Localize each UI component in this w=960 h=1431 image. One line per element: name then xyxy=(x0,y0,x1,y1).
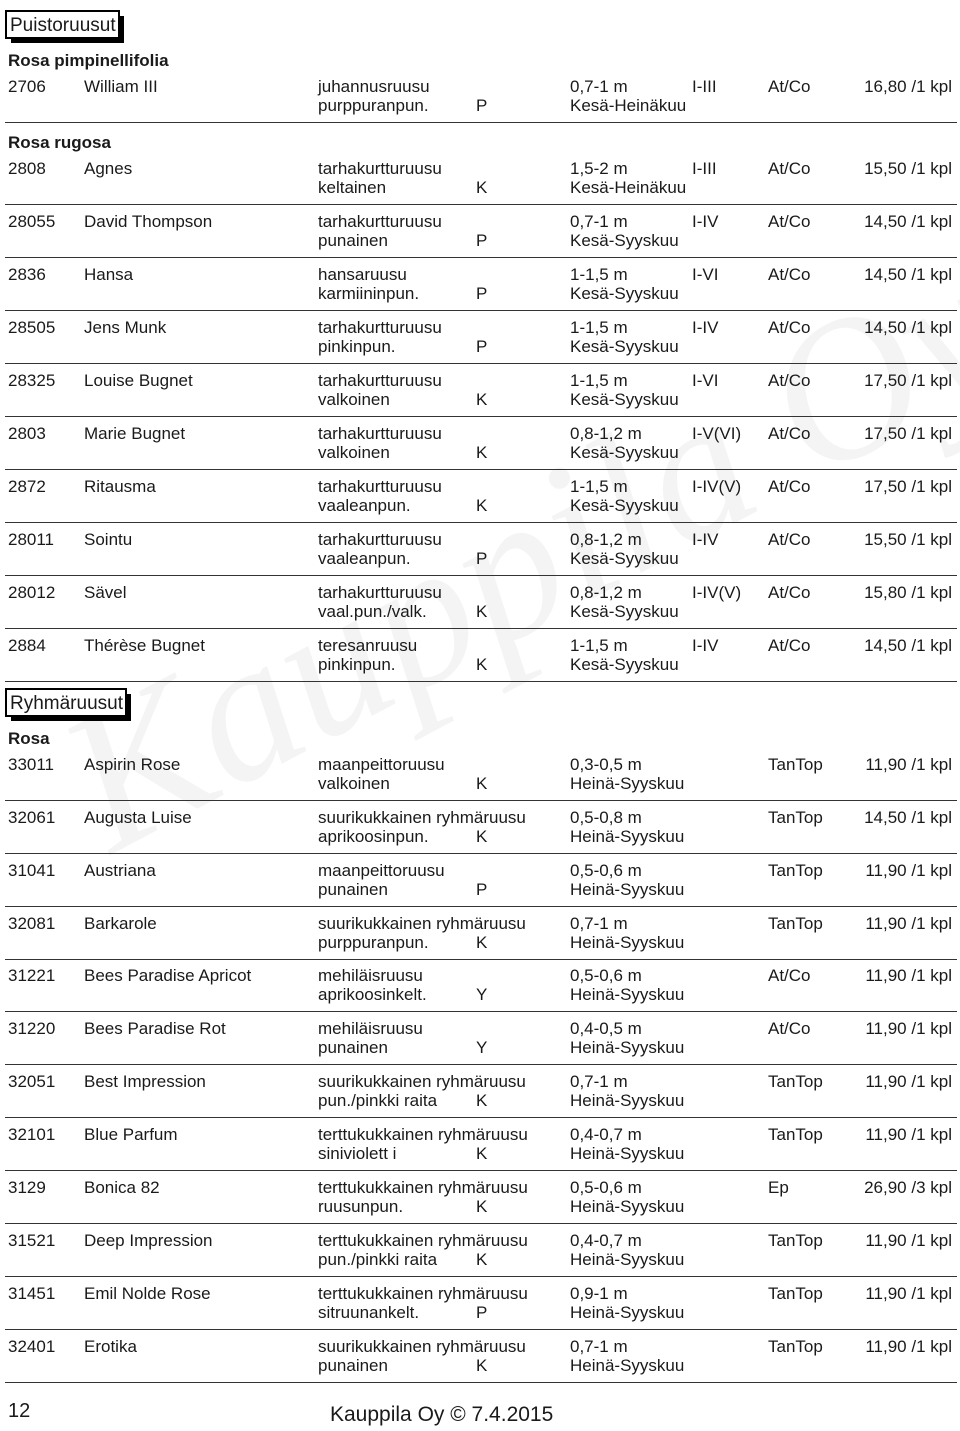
item-zone: I-IV xyxy=(692,636,719,655)
item-color: siniviolett i xyxy=(318,1144,397,1163)
item-price: 11,90 /1 kpl xyxy=(865,1019,952,1038)
item-price: 15,50 /1 kpl xyxy=(864,530,952,549)
item-pack: TanTop xyxy=(768,1072,823,1091)
item-pack: At/Co xyxy=(768,318,811,337)
list-item xyxy=(0,1178,960,1218)
item-code: 28011 xyxy=(8,530,55,549)
group-heading-rosa-pimpinellifolia: Rosa pimpinellifolia xyxy=(8,51,169,70)
item-color: punainen xyxy=(318,880,388,899)
item-pack: TanTop xyxy=(768,755,823,774)
item-type: tarhakurtturuusu xyxy=(318,212,442,231)
item-letter: Y xyxy=(476,1038,488,1057)
item-price: 11,90 /1 kpl xyxy=(865,755,952,774)
item-zone: I-IV xyxy=(692,318,719,337)
list-item xyxy=(0,914,960,954)
item-price: 14,50 /1 kpl xyxy=(864,265,952,284)
item-type: hansaruusu xyxy=(318,265,407,284)
list-item xyxy=(0,371,960,411)
divider xyxy=(5,204,957,205)
item-height: 0,5-0,8 m xyxy=(570,808,642,827)
item-season: Kesä-Heinäkuu xyxy=(570,178,687,197)
item-pack: TanTop xyxy=(768,1337,823,1356)
item-type: suurikukkainen ryhmäruusu xyxy=(318,1072,526,1091)
item-height: 1-1,5 m xyxy=(570,477,628,496)
list-item xyxy=(0,966,960,1006)
item-code: 2808 xyxy=(8,159,46,178)
item-pack: At/Co xyxy=(768,477,811,496)
item-color: valkoinen xyxy=(318,443,390,462)
item-type: tarhakurtturuusu xyxy=(318,530,442,549)
divider xyxy=(5,1329,957,1330)
item-pack: At/Co xyxy=(768,159,811,178)
divider xyxy=(5,1170,957,1171)
item-height: 0,5-0,6 m xyxy=(570,966,642,985)
item-name: Marie Bugnet xyxy=(84,424,186,443)
item-code: 32101 xyxy=(8,1125,56,1144)
item-code: 31221 xyxy=(8,966,56,985)
item-price: 17,50 /1 kpl xyxy=(864,424,952,443)
item-height: 0,9-1 m xyxy=(570,1284,628,1303)
item-type: tarhakurtturuusu xyxy=(318,159,442,178)
item-type: tarhakurtturuusu xyxy=(318,477,442,496)
item-code: 32051 xyxy=(8,1072,56,1091)
divider xyxy=(5,628,957,629)
item-letter: K xyxy=(476,1250,488,1269)
item-season: Kesä-Syyskuu xyxy=(570,231,679,250)
item-color: purppuranpun. xyxy=(318,933,429,952)
item-color: ruusunpun. xyxy=(318,1197,404,1216)
item-name: Sävel xyxy=(84,583,127,602)
item-zone: I-IV(V) xyxy=(692,583,742,602)
item-type: mehiläisruusu xyxy=(318,1019,423,1038)
item-code: 28325 xyxy=(8,371,56,390)
divider xyxy=(5,1382,957,1383)
item-code: 32081 xyxy=(8,914,56,933)
item-type: tarhakurtturuusu xyxy=(318,318,442,337)
divider xyxy=(5,1223,957,1224)
item-zone: I-VI xyxy=(692,265,719,284)
item-code: 28055 xyxy=(8,212,56,231)
item-letter: P xyxy=(476,880,488,899)
item-color: aprikoosinkelt. xyxy=(318,985,427,1004)
item-season: Heinä-Syyskuu xyxy=(570,1197,685,1216)
item-type: terttukukkainen ryhmäruusu xyxy=(318,1178,528,1197)
item-code: 31521 xyxy=(8,1231,56,1250)
list-item xyxy=(0,77,960,117)
item-pack: TanTop xyxy=(768,1125,823,1144)
item-season: Heinä-Syyskuu xyxy=(570,1144,685,1163)
item-pack: Ep xyxy=(768,1178,789,1197)
item-type: terttukukkainen ryhmäruusu xyxy=(318,1231,528,1250)
item-season: Heinä-Syyskuu xyxy=(570,1356,685,1375)
item-name: Hansa xyxy=(84,265,134,284)
item-letter: K xyxy=(476,655,488,674)
item-name: David Thompson xyxy=(84,212,213,231)
item-letter: K xyxy=(476,1144,488,1163)
list-item xyxy=(0,1019,960,1059)
item-season: Heinä-Syyskuu xyxy=(570,774,685,793)
section-title-ryhmaruusut: Ryhmäruusut xyxy=(5,688,127,717)
item-color: vaal.pun./valk. xyxy=(318,602,427,621)
section-title-puistoruusut: Puistoruusut xyxy=(5,10,120,39)
item-season: Heinä-Syyskuu xyxy=(570,1038,685,1057)
item-name: Jens Munk xyxy=(84,318,167,337)
item-name: Augusta Luise xyxy=(84,808,192,827)
item-color: punainen xyxy=(318,1356,388,1375)
item-name: Barkarole xyxy=(84,914,157,933)
item-type: teresanruusu xyxy=(318,636,418,655)
item-height: 0,7-1 m xyxy=(570,1337,628,1356)
divider xyxy=(5,959,957,960)
list-item xyxy=(0,318,960,358)
divider xyxy=(5,1276,957,1277)
item-pack: At/Co xyxy=(768,583,811,602)
item-color: aprikoosinpun. xyxy=(318,827,429,846)
item-type: maanpeittoruusu xyxy=(318,755,445,774)
item-pack: At/Co xyxy=(768,77,811,96)
item-letter: K xyxy=(476,178,488,197)
item-letter: K xyxy=(476,602,488,621)
item-season: Heinä-Syyskuu xyxy=(570,1303,685,1322)
item-pack: At/Co xyxy=(768,212,811,231)
item-color: pinkinpun. xyxy=(318,655,396,674)
list-item xyxy=(0,1284,960,1324)
item-zone: I-III xyxy=(692,77,717,96)
item-zone: I-IV xyxy=(692,212,719,231)
item-price: 11,90 /1 kpl xyxy=(865,914,952,933)
item-name: Bonica 82 xyxy=(84,1178,160,1197)
item-letter: K xyxy=(476,933,488,952)
item-season: Kesä-Syyskuu xyxy=(570,390,679,409)
list-item xyxy=(0,636,960,676)
item-price: 14,50 /1 kpl xyxy=(864,318,952,337)
item-name: Ritausma xyxy=(84,477,156,496)
item-price: 14,50 /1 kpl xyxy=(864,212,952,231)
divider xyxy=(5,363,957,364)
item-height: 1-1,5 m xyxy=(570,636,628,655)
item-price: 15,50 /1 kpl xyxy=(864,159,952,178)
item-name: Austriana xyxy=(84,861,156,880)
item-type: tarhakurtturuusu xyxy=(318,424,442,443)
item-height: 0,8-1,2 m xyxy=(570,424,642,443)
item-height: 1,5-2 m xyxy=(570,159,628,178)
item-price: 11,90 /1 kpl xyxy=(865,1072,952,1091)
item-height: 0,7-1 m xyxy=(570,77,628,96)
footer-copyright: Kauppila Oy © 7.4.2015 xyxy=(330,1403,554,1426)
item-price: 11,90 /1 kpl xyxy=(865,1337,952,1356)
item-letter: P xyxy=(476,549,488,568)
item-code: 3129 xyxy=(8,1178,46,1197)
item-code: 31041 xyxy=(8,861,56,880)
list-item xyxy=(0,159,960,199)
list-item xyxy=(0,265,960,305)
item-price: 11,90 /1 kpl xyxy=(865,1125,952,1144)
item-type: suurikukkainen ryhmäruusu xyxy=(318,1337,526,1356)
item-season: Kesä-Syyskuu xyxy=(570,602,679,621)
item-price: 14,50 /1 kpl xyxy=(864,636,952,655)
item-letter: P xyxy=(476,284,488,303)
item-season: Heinä-Syyskuu xyxy=(570,1250,685,1269)
item-code: 32061 xyxy=(8,808,56,827)
item-price: 26,90 /3 kpl xyxy=(864,1178,952,1197)
item-zone: I-V(VI) xyxy=(692,424,742,443)
item-name: Sointu xyxy=(84,530,133,549)
item-color: sitruunankelt. xyxy=(318,1303,420,1322)
item-code: 2803 xyxy=(8,424,46,443)
item-zone: I-VI xyxy=(692,371,719,390)
item-color: pun./pinkki raita xyxy=(318,1091,438,1110)
item-price: 11,90 /1 kpl xyxy=(865,861,952,880)
item-season: Kesä-Syyskuu xyxy=(570,284,679,303)
divider xyxy=(5,257,957,258)
list-item xyxy=(0,212,960,252)
item-type: terttukukkainen ryhmäruusu xyxy=(318,1284,528,1303)
item-letter: P xyxy=(476,231,488,250)
item-pack: TanTop xyxy=(768,1231,823,1250)
divider xyxy=(5,1011,957,1012)
item-type: suurikukkainen ryhmäruusu xyxy=(318,914,526,933)
item-letter: K xyxy=(476,1356,488,1375)
item-color: karmiininpun. xyxy=(318,284,420,303)
item-price: 11,90 /1 kpl xyxy=(865,1231,952,1250)
item-pack: TanTop xyxy=(768,1284,823,1303)
item-height: 0,3-0,5 m xyxy=(570,755,642,774)
item-code: 28012 xyxy=(8,583,56,602)
list-item xyxy=(0,583,960,623)
item-name: Emil Nolde Rose xyxy=(84,1284,211,1303)
item-code: 2706 xyxy=(8,77,46,96)
list-item xyxy=(0,424,960,464)
item-code: 31220 xyxy=(8,1019,56,1038)
item-name: Bees Paradise Apricot xyxy=(84,966,252,985)
item-type: suurikukkainen ryhmäruusu xyxy=(318,808,526,827)
item-pack: At/Co xyxy=(768,371,811,390)
item-name: Erotika xyxy=(84,1337,137,1356)
item-letter: K xyxy=(476,496,488,515)
item-height: 0,7-1 m xyxy=(570,212,628,231)
item-color: pun./pinkki raita xyxy=(318,1250,438,1269)
item-height: 0,5-0,6 m xyxy=(570,861,642,880)
item-season: Kesä-Syyskuu xyxy=(570,655,679,674)
item-zone: I-IV(V) xyxy=(692,477,742,496)
list-item xyxy=(0,808,960,848)
list-item xyxy=(0,861,960,901)
item-name: Thérèse Bugnet xyxy=(84,636,205,655)
item-type: tarhakurtturuusu xyxy=(318,371,442,390)
divider xyxy=(5,681,957,682)
item-season: Kesä-Syyskuu xyxy=(570,496,679,515)
item-letter: K xyxy=(476,1197,488,1216)
item-letter: P xyxy=(476,1303,488,1322)
item-name: Bees Paradise Rot xyxy=(84,1019,226,1038)
item-height: 0,7-1 m xyxy=(570,1072,628,1091)
item-price: 17,50 /1 kpl xyxy=(864,477,952,496)
list-item xyxy=(0,1231,960,1271)
item-pack: TanTop xyxy=(768,861,823,880)
item-price: 11,90 /1 kpl xyxy=(865,1284,952,1303)
divider xyxy=(5,310,957,311)
divider xyxy=(5,575,957,576)
item-height: 0,4-0,7 m xyxy=(570,1125,642,1144)
item-height: 1-1,5 m xyxy=(570,371,628,390)
list-item xyxy=(0,1125,960,1165)
item-pack: TanTop xyxy=(768,914,823,933)
divider xyxy=(5,416,957,417)
item-name: William III xyxy=(84,77,158,96)
item-code: 2872 xyxy=(8,477,46,496)
item-type: tarhakurtturuusu xyxy=(318,583,442,602)
item-season: Heinä-Syyskuu xyxy=(570,933,685,952)
item-pack: At/Co xyxy=(768,530,811,549)
list-item xyxy=(0,1072,960,1112)
item-height: 1-1,5 m xyxy=(570,265,628,284)
item-letter: K xyxy=(476,443,488,462)
item-pack: At/Co xyxy=(768,636,811,655)
item-pack: TanTop xyxy=(768,808,823,827)
item-price: 15,80 /1 kpl xyxy=(864,583,952,602)
item-code: 28505 xyxy=(8,318,56,337)
list-item xyxy=(0,477,960,517)
item-letter: Y xyxy=(476,985,488,1004)
item-name: Blue Parfum xyxy=(84,1125,178,1144)
item-height: 0,8-1,2 m xyxy=(570,530,642,549)
item-season: Heinä-Syyskuu xyxy=(570,880,685,899)
item-color: punainen xyxy=(318,231,388,250)
divider xyxy=(5,522,957,523)
group-heading-rosa-rugosa: Rosa rugosa xyxy=(8,133,111,152)
item-color: pinkinpun. xyxy=(318,337,396,356)
item-letter: K xyxy=(476,390,488,409)
item-season: Kesä-Syyskuu xyxy=(570,443,679,462)
item-name: Best Impression xyxy=(84,1072,206,1091)
item-season: Kesä-Heinäkuu xyxy=(570,96,687,115)
item-price: 16,80 /1 kpl xyxy=(864,77,952,96)
item-zone: I-III xyxy=(692,159,717,178)
item-season: Heinä-Syyskuu xyxy=(570,1091,685,1110)
list-item xyxy=(0,530,960,570)
item-code: 2884 xyxy=(8,636,46,655)
group-heading-rosa: Rosa xyxy=(8,729,50,748)
item-color: punainen xyxy=(318,1038,388,1057)
divider xyxy=(5,1064,957,1065)
item-pack: At/Co xyxy=(768,424,811,443)
item-price: 14,50 /1 kpl xyxy=(864,808,952,827)
item-code: 32401 xyxy=(8,1337,56,1356)
item-season: Heinä-Syyskuu xyxy=(570,827,685,846)
item-height: 0,5-0,6 m xyxy=(570,1178,642,1197)
item-type: terttukukkainen ryhmäruusu xyxy=(318,1125,528,1144)
item-price: 11,90 /1 kpl xyxy=(865,966,952,985)
item-name: Agnes xyxy=(84,159,133,178)
list-item xyxy=(0,755,960,795)
item-letter: K xyxy=(476,827,488,846)
item-color: purppuranpun. xyxy=(318,96,429,115)
item-letter: P xyxy=(476,96,488,115)
item-type: juhannusruusu xyxy=(318,77,430,96)
item-height: 0,7-1 m xyxy=(570,914,628,933)
item-letter: K xyxy=(476,774,488,793)
item-height: 0,8-1,2 m xyxy=(570,583,642,602)
item-type: maanpeittoruusu xyxy=(318,861,445,880)
item-color: valkoinen xyxy=(318,390,390,409)
item-pack: At/Co xyxy=(768,1019,811,1038)
divider xyxy=(5,853,957,854)
divider xyxy=(5,122,957,123)
divider xyxy=(5,800,957,801)
item-color: vaaleanpun. xyxy=(318,496,411,515)
item-color: vaaleanpun. xyxy=(318,549,411,568)
item-height: 1-1,5 m xyxy=(570,318,628,337)
item-letter: K xyxy=(476,1091,488,1110)
divider xyxy=(5,906,957,907)
page-number: 12 xyxy=(8,1400,31,1422)
item-season: Heinä-Syyskuu xyxy=(570,985,685,1004)
item-letter: P xyxy=(476,337,488,356)
item-pack: At/Co xyxy=(768,966,811,985)
item-type: mehiläisruusu xyxy=(318,966,423,985)
list-item xyxy=(0,1337,960,1377)
item-code: 33011 xyxy=(8,755,55,774)
item-name: Deep Impression xyxy=(84,1231,213,1250)
item-color: keltainen xyxy=(318,178,387,197)
divider xyxy=(5,469,957,470)
item-pack: At/Co xyxy=(768,265,811,284)
item-name: Louise Bugnet xyxy=(84,371,193,390)
item-name: Aspirin Rose xyxy=(84,755,181,774)
item-color: valkoinen xyxy=(318,774,390,793)
item-height: 0,4-0,5 m xyxy=(570,1019,642,1038)
divider xyxy=(5,1117,957,1118)
item-code: 2836 xyxy=(8,265,46,284)
item-season: Kesä-Syyskuu xyxy=(570,337,679,356)
item-code: 31451 xyxy=(8,1284,56,1303)
item-season: Kesä-Syyskuu xyxy=(570,549,679,568)
item-height: 0,4-0,7 m xyxy=(570,1231,642,1250)
item-price: 17,50 /1 kpl xyxy=(864,371,952,390)
item-zone: I-IV xyxy=(692,530,719,549)
